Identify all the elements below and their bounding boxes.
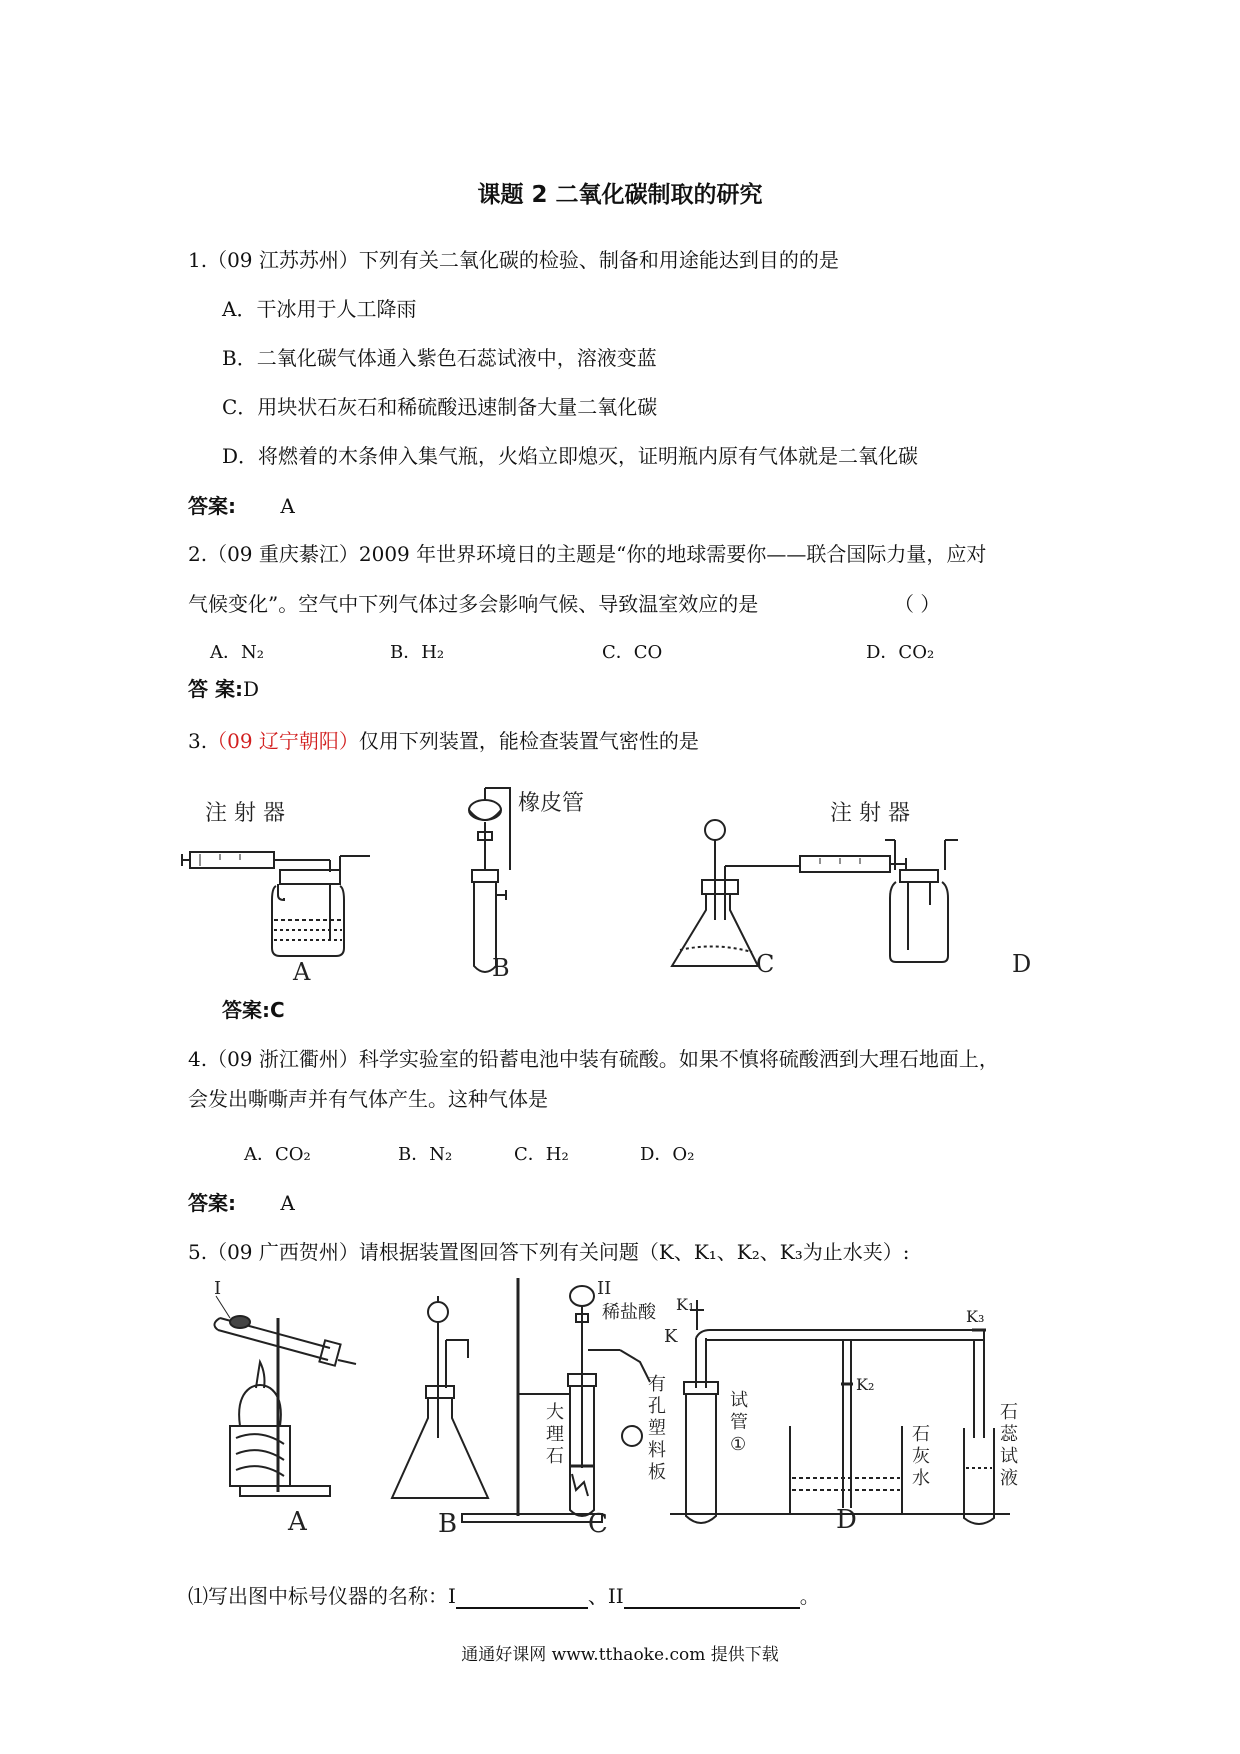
q5-label-marble-1: 大 — [546, 1402, 564, 1423]
q5-stem: 5.（09 广西贺州）请根据装置图回答下列有关问题（K、K₁、K₂、K₃为止水夹）: — [188, 1240, 910, 1264]
q5-label-marble-2: 理 — [546, 1424, 564, 1445]
q3-label-syringe-c: 注 射 器 — [830, 801, 910, 826]
q5-label-k: K — [664, 1326, 678, 1347]
q5-blank-i[interactable] — [456, 1587, 588, 1609]
q5-label-plate-2: 孔 — [648, 1396, 666, 1417]
q1-option-d: D．将燃着的木条伸入集气瓶，火焰立即熄灭，证明瓶内原有气体就是二氧化碳 — [222, 444, 919, 468]
q5-label-acid: 稀盐酸 — [602, 1302, 656, 1323]
q1-answer — [188, 490, 295, 519]
q3-apparatus-a — [182, 852, 370, 956]
q5-apparatus-a — [214, 1296, 356, 1496]
q3-apparatus-b — [469, 788, 510, 972]
q1-answer-label: 答案: — [188, 494, 236, 518]
q5-label-litmus-4: 液 — [1000, 1468, 1018, 1489]
q5-label-ii: II — [597, 1278, 612, 1299]
q5-label-plate-3: 塑 — [648, 1418, 666, 1439]
q5-sub1-end: 。 — [799, 1584, 820, 1608]
q5-label-k3: K₃ — [966, 1307, 985, 1326]
q5-label-d: D — [836, 1505, 857, 1535]
q1-stem: 1.（09 江苏苏州）下列有关二氧化碳的检验、制备和用途能达到目的的是 — [188, 248, 839, 272]
q3-label-a: A — [293, 958, 311, 980]
q5-label-limewater-1: 石 — [912, 1424, 930, 1445]
q5-apparatus-b — [392, 1296, 488, 1498]
q5-label-k1: K₁ — [676, 1295, 695, 1314]
q3-stem-text: 仅用下列装置，能检查装置气密性的是 — [358, 729, 699, 753]
q4-answer-label: 答案: — [188, 1191, 236, 1215]
q5-sub1 — [188, 1580, 820, 1609]
q4-stem-line1: 4.（09 浙江衢州）科学实验室的铅蓄电池中装有硫酸。如果不慎将硫酸洒到大理石地面上， — [188, 1047, 999, 1071]
q5-label-tube-3: ① — [730, 1434, 747, 1455]
q3-answer-label: 答案: — [222, 998, 270, 1022]
q5-blank-ii[interactable] — [624, 1587, 800, 1609]
q3-label-d: D — [1012, 950, 1032, 978]
q4-option-b: B．N₂ — [398, 1144, 453, 1165]
q3-label-rubber-tube: 橡皮管 — [518, 791, 585, 816]
q4-option-a: A．CO₂ — [244, 1144, 311, 1165]
q5-label-plate-4: 料 — [648, 1440, 666, 1461]
q3-answer — [222, 994, 285, 1023]
q4-answer-value: A — [280, 1191, 295, 1215]
q5-label-plate-1: 有 — [648, 1374, 666, 1395]
q5-apparatus-figure — [200, 1278, 1020, 1538]
q2-stem-line1: 2.（09 重庆綦江）2009 年世界环境日的主题是“你的地球需要你——联合国际力量，应对 — [188, 542, 987, 566]
q4-stem-line2: 会发出嘶嘶声并有气体产生。这种气体是 — [188, 1087, 548, 1111]
q2-answer — [188, 673, 259, 702]
q3-apparatus-figure — [180, 770, 1060, 980]
q3-answer-value: C — [270, 998, 285, 1022]
q3-label-syringe: 注 射 器 — [205, 801, 285, 826]
q5-sub1-prefix: ⑴写出图中标号仪器的名称：I — [188, 1584, 456, 1608]
q4-option-c: C．H₂ — [514, 1144, 569, 1165]
q1-option-a: A．干冰用于人工降雨 — [222, 297, 417, 321]
q5-label-b: B — [438, 1509, 458, 1538]
q3-apparatus-d — [885, 840, 958, 962]
q5-label-tube-2: 管 — [730, 1412, 748, 1433]
q1-option-b: B．二氧化碳气体通入紫色石蕊试液中，溶液变蓝 — [222, 346, 657, 370]
q2-answer-paren: （ ） — [894, 592, 941, 616]
q5-label-tube-1: 试 — [730, 1390, 748, 1411]
q5-label-litmus-2: 蕊 — [1000, 1424, 1018, 1445]
q5-label-litmus-3: 试 — [1000, 1446, 1018, 1467]
q2-answer-label: 答 案: — [188, 677, 243, 701]
q3-apparatus-c — [672, 820, 906, 966]
q5-sub1-mid: 、II — [587, 1584, 624, 1608]
q2-option-b: B．H₂ — [390, 642, 445, 663]
q3-stem — [188, 725, 699, 754]
q3-number: 3. — [188, 729, 208, 753]
q5-label-marble-3: 石 — [546, 1446, 564, 1467]
q4-answer — [188, 1187, 295, 1216]
q3-label-c: C — [756, 950, 775, 978]
q5-label-plate-5: 板 — [648, 1462, 666, 1483]
q5-label-limewater-3: 水 — [912, 1468, 930, 1489]
q5-label-a: A — [288, 1507, 307, 1537]
q4-option-d: D．O₂ — [640, 1144, 695, 1165]
q1-option-c: C．用块状石灰石和稀硫酸迅速制备大量二氧化碳 — [222, 395, 658, 419]
q2-option-c: C．CO — [602, 642, 663, 663]
q5-label-litmus-1: 石 — [1000, 1402, 1018, 1423]
q5-label-i: I — [214, 1278, 222, 1299]
q2-stem-line2: 气候变化”。空气中下列气体过多会影响气候、导致温室效应的是 — [188, 592, 759, 616]
q2-option-d: D．CO₂ — [866, 642, 935, 663]
q5-label-limewater-2: 灰 — [912, 1446, 930, 1467]
q2-option-a: A．N₂ — [210, 642, 264, 663]
page-footer: 通通好课网 www.tthaoke.com 提供下载 — [461, 1645, 779, 1665]
q3-source: （09 辽宁朝阳） — [207, 729, 359, 753]
q5-label-k2: K₂ — [856, 1375, 875, 1394]
q2-answer-value: D — [242, 677, 260, 701]
page-title: 课题 2 二氧化碳制取的研究 — [477, 182, 763, 208]
q3-label-b: B — [492, 954, 510, 980]
q1-answer-value: A — [280, 494, 295, 518]
q5-label-c: C — [588, 1509, 608, 1538]
q5-apparatus-d — [670, 1300, 1010, 1524]
